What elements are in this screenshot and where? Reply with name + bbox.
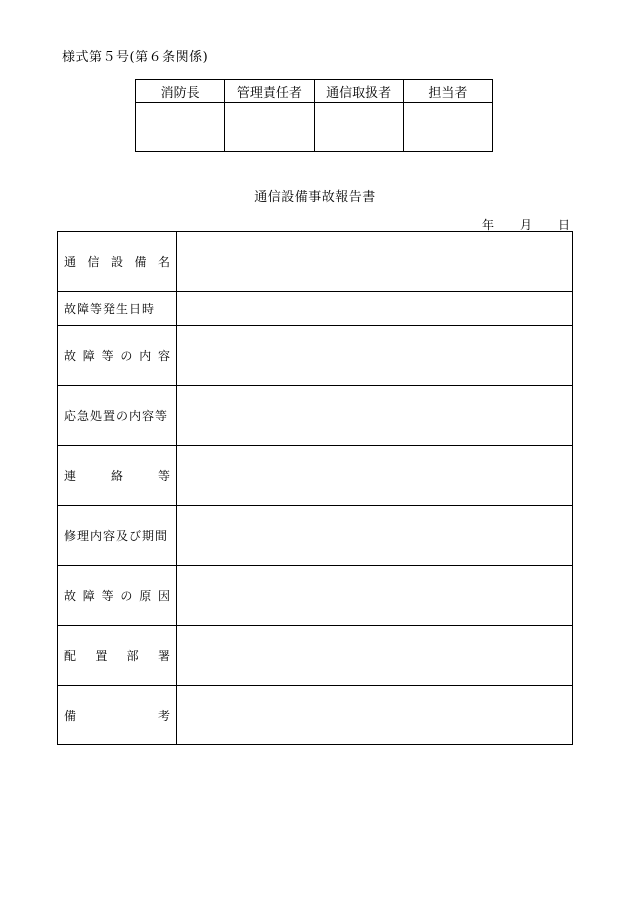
row-label-text: 故 障 等 の 内 容	[64, 349, 170, 363]
approval-stamp-cell[interactable]	[403, 103, 492, 152]
date-day-label: 日	[558, 218, 571, 232]
form-number: 様式第５号(第６条関係)	[62, 50, 209, 65]
row-label-text: 通 信 設 備 名	[64, 255, 170, 269]
row-label-repair-details	[58, 506, 177, 566]
row-label-remarks	[58, 686, 177, 745]
row-label-department	[58, 626, 177, 686]
field-remarks[interactable]	[177, 686, 573, 745]
date-year-label: 年	[482, 218, 495, 232]
approval-header-fire-chief: 消防長	[136, 80, 225, 103]
approval-header-person-in-charge: 担当者	[403, 80, 492, 103]
date-month-label: 月	[520, 218, 533, 232]
row-label-contacts	[58, 446, 177, 506]
field-failure-cause[interactable]	[177, 566, 573, 626]
date-line	[460, 216, 572, 230]
field-department[interactable]	[177, 626, 573, 686]
row-label-failure-datetime	[58, 292, 177, 326]
approval-stamp-table	[135, 79, 493, 152]
report-table	[57, 231, 573, 745]
row-label-text: 備 考	[64, 708, 170, 723]
approval-header-operator: 通信取扱者	[314, 80, 403, 103]
approval-stamp-cell[interactable]	[136, 103, 225, 152]
row-label-text: 配 置 部 署	[64, 649, 170, 663]
row-label-emergency-measures	[58, 386, 177, 446]
row-label-failure-details	[58, 326, 177, 386]
field-failure-datetime[interactable]	[177, 292, 573, 326]
row-label-text: 連 絡 等	[64, 469, 170, 483]
row-label-text: 故障等発生日時	[64, 302, 156, 316]
field-equipment-name[interactable]	[177, 232, 573, 292]
field-repair-details[interactable]	[177, 506, 573, 566]
field-contacts[interactable]	[177, 446, 573, 506]
document-title: 通信設備事故報告書	[254, 190, 376, 205]
approval-stamp-cell[interactable]	[225, 103, 314, 152]
row-label-equipment-name	[58, 232, 177, 292]
row-label-text: 応急処置の内容等	[64, 409, 169, 423]
field-failure-details[interactable]	[177, 326, 573, 386]
row-label-text: 修理内容及び期間	[64, 529, 169, 543]
field-emergency-measures[interactable]	[177, 386, 573, 446]
approval-stamp-cell[interactable]	[314, 103, 403, 152]
approval-header-manager: 管理責任者	[225, 80, 314, 103]
row-label-text: 故 障 等 の 原 因	[64, 589, 170, 603]
row-label-failure-cause	[58, 566, 177, 626]
